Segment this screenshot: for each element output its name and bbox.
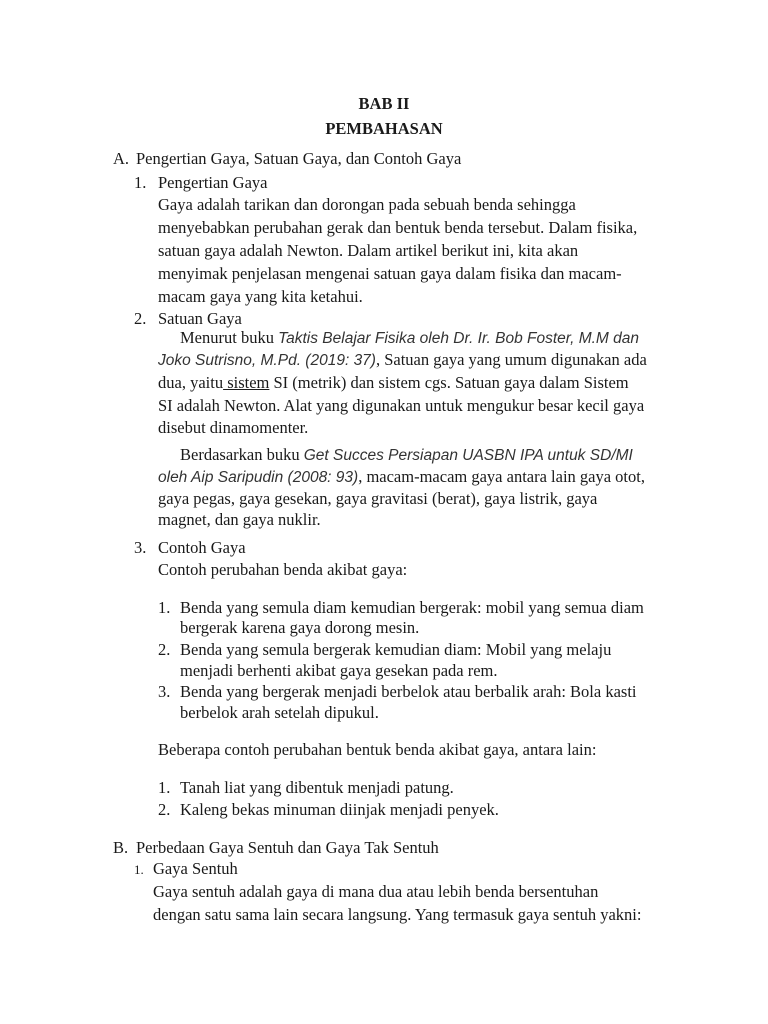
item-b1-marker: 1.	[134, 862, 144, 877]
item-b1-title: Gaya Sentuh	[153, 859, 238, 878]
paragraph-line: Gaya adalah tarikan dan dorongan pada sebuah benda sehingga	[158, 195, 576, 214]
paragraph-line: Gaya sentuh adalah gaya di mana dua atau lebih benda bersentuhan	[153, 882, 599, 901]
paragraph-line	[180, 444, 633, 467]
list-item: Benda yang bergerak menjadi berbelok atau berbalik arah: Bola kasti	[180, 682, 637, 701]
item-3-title: Contoh Gaya	[158, 538, 246, 557]
list-item-marker: 3.	[158, 682, 171, 701]
text-run: Berdasarkan buku	[180, 445, 304, 464]
paragraph-line: gaya pegas, gaya gesekan, gaya gravitasi (berat), gaya listrik, gaya	[158, 489, 598, 508]
section-a-marker: A.	[113, 149, 130, 168]
book-citation: Joko Sutrisno, M.Pd. (2019: 37)	[158, 352, 376, 369]
chapter-number: BAB II	[358, 94, 410, 113]
list-item-marker: 1.	[158, 778, 171, 797]
item-1-marker: 1.	[134, 173, 147, 192]
section-b-marker: B.	[113, 838, 129, 857]
book-citation: Taktis Belajar Fisika oleh Dr. Ir. Bob Foster, M.M dan	[278, 330, 640, 347]
paragraph-line	[158, 372, 629, 394]
list-item-marker: 1.	[158, 598, 171, 617]
paragraph-line: disebut dinamomenter.	[158, 418, 309, 437]
section-b-title: Perbedaan Gaya Sentuh dan Gaya Tak Sentuh	[136, 838, 439, 857]
list-item: Tanah liat yang dibentuk menjadi patung.	[180, 778, 454, 797]
list-item: Kaleng bekas minuman diinjak menjadi penyek.	[180, 800, 499, 819]
paragraph-line: satuan gaya adalah Newton. Dalam artikel berikut ini, kita akan	[158, 241, 579, 260]
text-run: SI (metrik) dan sistem cgs. Satuan gaya dalam Sistem	[269, 373, 629, 392]
text-run: , macam-macam gaya antara lain gaya otot,	[358, 467, 645, 486]
list-intro: Beberapa contoh perubahan bentuk benda akibat gaya, antara lain:	[158, 740, 597, 759]
item-2-title: Satuan Gaya	[158, 309, 242, 328]
list-item: Benda yang semula diam kemudian bergerak: mobil yang semua diam	[180, 598, 644, 617]
section-a-title: Pengertian Gaya, Satuan Gaya, dan Contoh Gaya	[136, 149, 462, 168]
paragraph-line: menyebabkan perubahan gerak dan bentuk benda tersebut. Dalam fisika,	[158, 218, 638, 237]
list-item: menjadi berhenti akibat gaya gesekan pada rem.	[180, 661, 498, 680]
text-run: dua, yaitu	[158, 373, 224, 392]
item-3-marker: 3.	[134, 538, 147, 557]
text-run: , Satuan gaya yang umum digunakan ada	[375, 350, 647, 369]
paragraph-line: dengan satu sama lain secara langsung. Yang termasuk gaya sentuh yakni:	[153, 905, 642, 924]
list-item-marker: 2.	[158, 800, 171, 819]
paragraph-line: magnet, dan gaya nuklir.	[158, 510, 321, 529]
paragraph-line	[158, 466, 645, 489]
list-item: Benda yang semula bergerak kemudian diam: Mobil yang melaju	[180, 640, 612, 659]
book-citation: Get Succes Persiapan UASBN IPA untuk SD/MI	[303, 447, 633, 464]
list-item-marker: 2.	[158, 640, 171, 659]
book-citation: oleh Aip Saripudin (2008: 93)	[158, 469, 359, 486]
list-item: berbelok arah setelah dipukul.	[180, 703, 379, 722]
item-1-title: Pengertian Gaya	[158, 173, 268, 192]
paragraph-line	[180, 327, 639, 350]
list-item: bergerak karena gaya dorong mesin.	[180, 618, 420, 637]
paragraph-line: SI adalah Newton. Alat yang digunakan untuk mengukur besar kecil gaya	[158, 396, 645, 415]
paragraph-line: menyimak penjelasan mengenai satuan gaya dalam fisika dan macam-	[158, 264, 622, 283]
list-intro: Contoh perubahan benda akibat gaya:	[158, 560, 408, 579]
paragraph-line	[158, 349, 647, 372]
sistem-link[interactable]: sistem	[223, 373, 270, 392]
paragraph-line: macam gaya yang kita ketahui.	[158, 287, 363, 306]
item-2-marker: 2.	[134, 309, 147, 328]
chapter-title: PEMBAHASAN	[325, 119, 443, 138]
text-run: Menurut buku	[180, 328, 279, 347]
